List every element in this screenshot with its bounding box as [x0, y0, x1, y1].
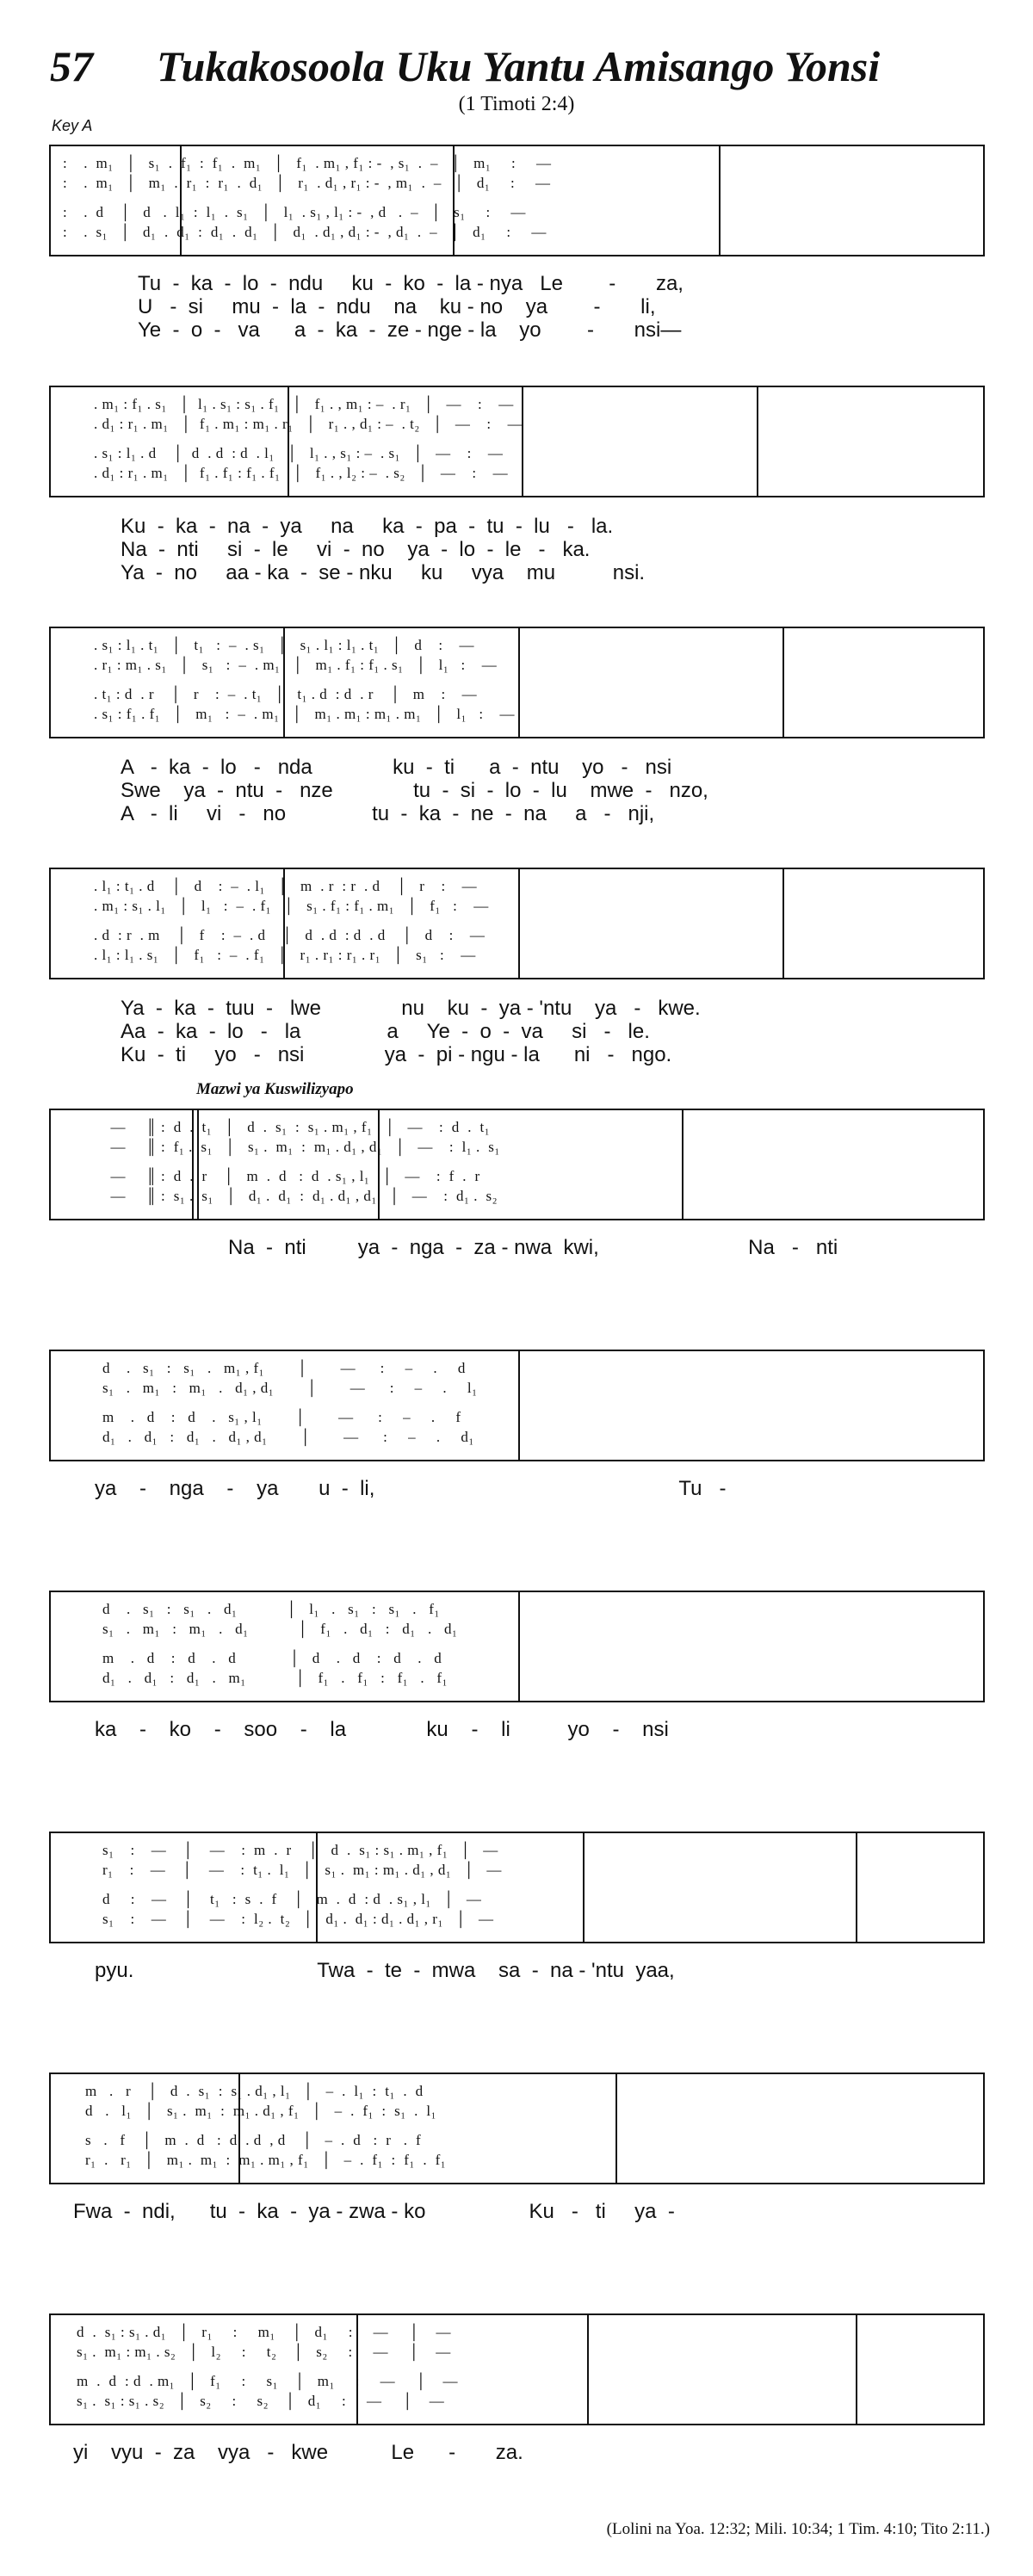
notation-line: . r₁ : m₁ . s₁ │ s₁ : – . m₁ │ m₁ . f₁ : f₁ . s₁ │ l₁ : — — [94, 657, 498, 673]
notation-line: . s₁ : l₁ . t₁ │ t₁ : – . s₁ │ s₁ . l₁ : l₁ . t₁ │ d : — — [94, 637, 475, 653]
notation-line: : . m₁ │ s₁ . f₁ : f₁ . m₁ │ f₁ . m₁ , f₁ : - , s₁ . – │ m₁ : — — [63, 155, 552, 171]
lyric-line: ya - nga - ya u - li, Tu - — [95, 1477, 727, 1500]
music-system — [49, 145, 985, 256]
notation-line: : . s₁ │ d₁ . d₁ : d₁ . d₁ │ d₁ . d₁ , d₁ : - , d₁ . – │ d₁ : — — [63, 224, 547, 240]
notation-line: — ║ : d . r │ m . d : d . s₁ , l₁ │ — : f . r — [102, 1168, 480, 1184]
music-system — [49, 386, 985, 497]
notation-line: d . l₁ │ s₁ . m₁ : m₁ . d₁ , f₁ │ – . f₁ : s₁ . l₁ — [85, 2103, 437, 2119]
notation-line: d₁ . d₁ : d₁ . d₁ , d₁ │ — : – . d₁ — [102, 1429, 474, 1445]
hymn-scripture-reference: (1 Timoti 2:4) — [458, 93, 575, 115]
lyric-line: Ku - ka - na - ya na ka - pa - tu - lu - la. — [121, 515, 614, 538]
lyric-line: Ya - no aa - ka - se - nku ku vya mu nsi. — [121, 561, 646, 584]
lyric-line: A - li vi - no tu - ka - ne - na a - nji, — [121, 802, 655, 825]
lyric-line: Na - nti ya - nga - za - nwa kwi, Na - nti — [228, 1236, 838, 1259]
lyric-line: U - si mu - la - ndu na ku - no ya - li, — [138, 295, 656, 318]
notation-line: d : — │ t₁ : s . f │ m . d : d . s₁ , l₁ │ — — [102, 1891, 482, 1907]
notation-line: d . s₁ : s₁ . d₁ │ r₁ : m₁ │ d₁ : — │ — — [77, 2324, 451, 2340]
notation-line: : . m₁ │ m₁ . r₁ : r₁ . d₁ │ r₁ . d₁ , r₁ : - , m₁ . – │ d₁ : — — [63, 175, 551, 191]
music-system — [49, 1350, 985, 1461]
notation-line: : . d │ d . l₁ : l₁ . s₁ │ l₁ . s₁ , l₁ : - , d . – │ s₁ : — — [63, 204, 526, 220]
chorus-label: Mazwi ya Kuswilizyapo — [196, 1080, 354, 1098]
music-system — [49, 627, 985, 738]
notation-line: . t₁ : d . r │ r : – . t₁ │ t₁ . d : d . r │ m : — — [94, 686, 478, 702]
lyric-line: Aa - ka - lo - la a Ye - o - va si - le. — [121, 1020, 650, 1043]
notation-line: r₁ : — │ — : t₁ . l₁ │ s₁ . m₁ : m₁ . d₁ , d₁ │ — — [102, 1862, 502, 1878]
lyric-line: Swe ya - ntu - nze tu - si - lo - lu mwe - nzo, — [121, 779, 708, 802]
music-system — [49, 1591, 985, 1702]
notation-line: . s₁ : l₁ . d │ d . d : d . l₁ │ l₁ . , s₁ : – . s₁ │ — : — — [94, 445, 504, 461]
music-system — [49, 2313, 985, 2425]
music-system — [49, 1109, 985, 1220]
notation-line: s₁ . s₁ : s₁ . s₂ │ s₂ : s₂ │ d₁ : — │ — — [77, 2393, 445, 2409]
lyric-line: ka - ko - soo - la ku - li yo - nsi — [95, 1718, 669, 1741]
notation-line: — ║ : d . t₁ │ d . s₁ : s₁ . m₁ , f₁ │ — : d . t₁ — [102, 1119, 491, 1135]
lyric-line: Na - nti si - le vi - no ya - lo - le - ka. — [121, 538, 591, 561]
lyric-line: A - ka - lo - nda ku - ti a - ntu yo - nsi — [121, 756, 672, 779]
notation-line: s₁ . m₁ : m₁ . d₁ , d₁ │ — : – . l₁ — [102, 1380, 478, 1396]
notation-line: r₁ . r₁ │ m₁ . m₁ : m₁ . m₁ , f₁ │ – . f₁ : f₁ . f₁ — [85, 2152, 447, 2168]
hymn-number: 57 — [50, 42, 93, 90]
lyric-line: yi vyu - za vya - kwe Le - za. — [73, 2441, 523, 2464]
lyric-line: Ye - o - va a - ka - ze - nge - la yo - nsi— — [138, 318, 682, 342]
music-system — [49, 1832, 985, 1943]
notation-line: d . s₁ : s₁ . m₁ , f₁ │ — : – . d — [102, 1360, 466, 1376]
notation-line: — ║ : f₁ . s₁ │ s₁ . m₁ : m₁ . d₁ , d₁ │ — : l₁ . s₁ — [102, 1139, 500, 1155]
hymn-title: Tukakosoola Uku Yantu Amisango Yonsi — [157, 42, 881, 90]
notation-line: m . r │ d . s₁ : s₁ . d₁ , l₁ │ – . l₁ : t₁ . d — [85, 2083, 424, 2099]
notation-line: s₁ . m₁ : m₁ . s₂ │ l₂ : t₂ │ s₂ : — │ — — [77, 2344, 451, 2360]
lyric-line: Fwa - ndi, tu - ka - ya - zwa - ko Ku - ti ya - — [73, 2200, 675, 2223]
notation-line: . d₁ : r₁ . m₁ │ f₁ . f₁ : f₁ . f₁ │ f₁ . , l₂ : – . s₂ │ — : — — [94, 465, 509, 481]
notation-line: . d₁ : r₁ . m₁ │ f₁ . m₁ : m₁ . r₁ │ r₁ . , d₁ : – . t₂ │ — : — — [94, 416, 523, 432]
notation-line: . l₁ : l₁ . s₁ │ f₁ : – . f₁ │ r₁ . r₁ : r₁ . r₁ │ s₁ : — — [94, 947, 476, 963]
music-system — [49, 868, 985, 979]
notation-line: d₁ . d₁ : d₁ . m₁ │ f₁ . f₁ : f₁ . f₁ — [102, 1670, 448, 1686]
scripture-references: (Lolini na Yoa. 12:32; Mili. 10:34; 1 Tim. 4:10; Tito 2:11.) — [606, 2520, 990, 2538]
notation-line: . s₁ : f₁ . f₁ │ m₁ : – . m₁ │ m₁ . m₁ : m₁ . m₁ │ l₁ : — — [94, 706, 516, 722]
notation-line: . d : r . m │ f : – . d │ d . d : d . d │ d : — — [94, 927, 486, 943]
lyric-line: pyu. Twa - te - mwa sa - na - 'ntu yaa, — [95, 1959, 675, 1982]
notation-line: — ║ : s₁ . s₁ │ d₁ . d₁ : d₁ . d₁ , d₁ │ — : d₁ . s₂ — [102, 1188, 498, 1204]
notation-line: m . d : d . s₁ , l₁ │ — : – . f — [102, 1409, 461, 1425]
notation-line: s₁ : — │ — : l₂ . t₂ │ d₁ . d₁ : d₁ . d₁ , r₁ │ — — [102, 1911, 494, 1927]
notation-line: . m₁ : f₁ . s₁ │ l₁ . s₁ : s₁ . f₁ │ f₁ . , m₁ : – . r₁ │ — : — — [94, 396, 514, 412]
lyric-line: Ku - ti yo - nsi ya - pi - ngu - la ni - ngo. — [121, 1043, 672, 1066]
lyric-line: Ya - ka - tuu - lwe nu ku - ya - 'ntu ya - kwe. — [121, 997, 701, 1020]
key-signature: Key A — [52, 117, 93, 134]
notation-line: . m₁ : s₁ . l₁ │ l₁ : – . f₁ │ s₁ . f₁ : f₁ . m₁ │ f₁ : — — [94, 898, 489, 914]
notation-line: m . d : d . d │ d . d : d . d — [102, 1650, 442, 1666]
notation-line: m . d : d . m₁ │ f₁ : s₁ │ m₁ : — │ — — [77, 2373, 458, 2389]
notation-line: d . s₁ : s₁ . d₁ │ l₁ . s₁ : s₁ . f₁ — [102, 1601, 440, 1617]
notation-line: s₁ : — │ — : m . r │ d . s₁ : s₁ . m₁ , f₁ │ — — [102, 1842, 498, 1858]
notation-line: s₁ . m₁ : m₁ . d₁ │ f₁ . d₁ : d₁ . d₁ — [102, 1621, 458, 1637]
notation-line: s . f │ m . d : d . d , d │ – . d : r . f — [85, 2132, 422, 2148]
notation-line: . l₁ : t₁ . d │ d : – . l₁ │ m . r : r . d │ r : — — [94, 878, 478, 894]
lyric-line: Tu - ka - lo - ndu ku - ko - la - nya Le - za, — [138, 272, 684, 295]
music-system — [49, 2073, 985, 2184]
